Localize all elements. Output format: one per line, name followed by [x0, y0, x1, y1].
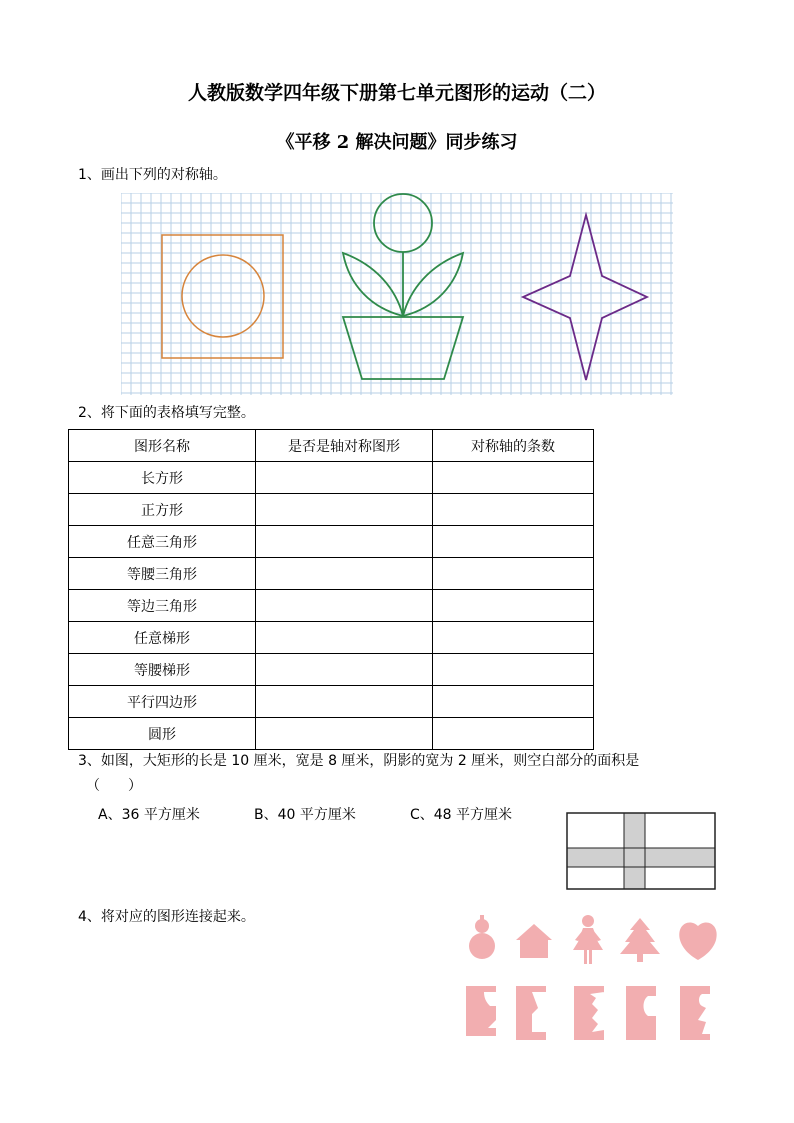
half-shapes-row: [462, 984, 724, 1042]
answer-cell[interactable]: [433, 462, 594, 494]
row-shape-name: 平行四边形: [69, 686, 256, 718]
question-3: 3、如图，大矩形的长是 10 厘米，宽是 8 厘米，阴影的宽为 2 厘米，则空白部分的面积是: [78, 753, 640, 769]
row-shape-name: 任意三角形: [69, 526, 256, 558]
answer-cell[interactable]: [256, 590, 433, 622]
peach-icon[interactable]: [679, 922, 716, 960]
table-row: [69, 526, 594, 558]
answer-cell[interactable]: [433, 590, 594, 622]
question-4: 4、将对应的图形连接起来。: [78, 909, 255, 925]
answer-cell[interactable]: [256, 558, 433, 590]
table-row: [69, 686, 594, 718]
option-b[interactable]: B、40 平方厘米: [254, 807, 356, 823]
page-title: 人教版数学四年级下册第七单元图形的运动（二）: [187, 82, 606, 104]
answer-cell[interactable]: [256, 718, 433, 750]
answer-cell[interactable]: [433, 622, 594, 654]
symmetry-grid-figure: [121, 193, 673, 395]
answer-cell[interactable]: [433, 494, 594, 526]
shaded-vertical-strip: [624, 813, 645, 889]
table-row: [69, 622, 594, 654]
answer-cell[interactable]: [256, 654, 433, 686]
half-house-icon[interactable]: [516, 986, 546, 1040]
row-shape-name: 等腰梯形: [69, 654, 256, 686]
row-shape-name: 等边三角形: [69, 590, 256, 622]
header-axis-count: 对称轴的条数: [433, 430, 594, 462]
answer-cell[interactable]: [433, 718, 594, 750]
header-is-symmetric: 是否是轴对称图形: [256, 430, 433, 462]
answer-cell[interactable]: [433, 686, 594, 718]
option-a[interactable]: A、36 平方厘米: [98, 807, 200, 823]
answer-cell[interactable]: [256, 686, 433, 718]
house-icon[interactable]: [516, 924, 552, 958]
half-girl-icon[interactable]: [680, 986, 710, 1040]
row-shape-name: 正方形: [69, 494, 256, 526]
row-shape-name: 等腰三角形: [69, 558, 256, 590]
girl-icon[interactable]: [573, 915, 603, 964]
question-2: 2、将下面的表格填写完整。: [78, 405, 255, 421]
four-point-star: [523, 215, 647, 380]
answer-parentheses[interactable]: （ ）: [86, 778, 142, 794]
table-row: [69, 462, 594, 494]
table-row: [69, 590, 594, 622]
rectangle-shaded-figure: [566, 812, 716, 890]
answer-cell[interactable]: [433, 526, 594, 558]
row-shape-name: 圆形: [69, 718, 256, 750]
answer-cell[interactable]: [433, 558, 594, 590]
answer-cell[interactable]: [256, 526, 433, 558]
right-leaf: [403, 253, 463, 316]
gourd-icon[interactable]: [469, 915, 495, 959]
left-leaf: [343, 253, 403, 316]
answer-cell[interactable]: [433, 654, 594, 686]
answer-cell[interactable]: [256, 622, 433, 654]
row-shape-name: 任意梯形: [69, 622, 256, 654]
table-row: [69, 494, 594, 526]
table-row: [69, 558, 594, 590]
page-subtitle: 《平移 2 解决问题》同步练习: [276, 132, 518, 153]
question-1: 1、画出下列的对称轴。: [78, 167, 227, 183]
symmetry-table: [68, 429, 594, 750]
table-row: [69, 654, 594, 686]
tree-icon[interactable]: [620, 918, 660, 962]
row-shape-name: 长方形: [69, 462, 256, 494]
table-row: [69, 718, 594, 750]
header-shape-name: 图形名称: [69, 430, 256, 462]
half-tree-icon[interactable]: [574, 986, 604, 1040]
answer-cell[interactable]: [256, 462, 433, 494]
option-c[interactable]: C、48 平方厘米: [410, 807, 513, 823]
answer-cell[interactable]: [256, 494, 433, 526]
circle-shape: [182, 255, 264, 337]
table-header-row: [69, 430, 594, 462]
half-peach-icon[interactable]: [626, 986, 656, 1040]
half-gourd-icon[interactable]: [466, 986, 496, 1036]
full-shapes-row: [462, 912, 724, 964]
